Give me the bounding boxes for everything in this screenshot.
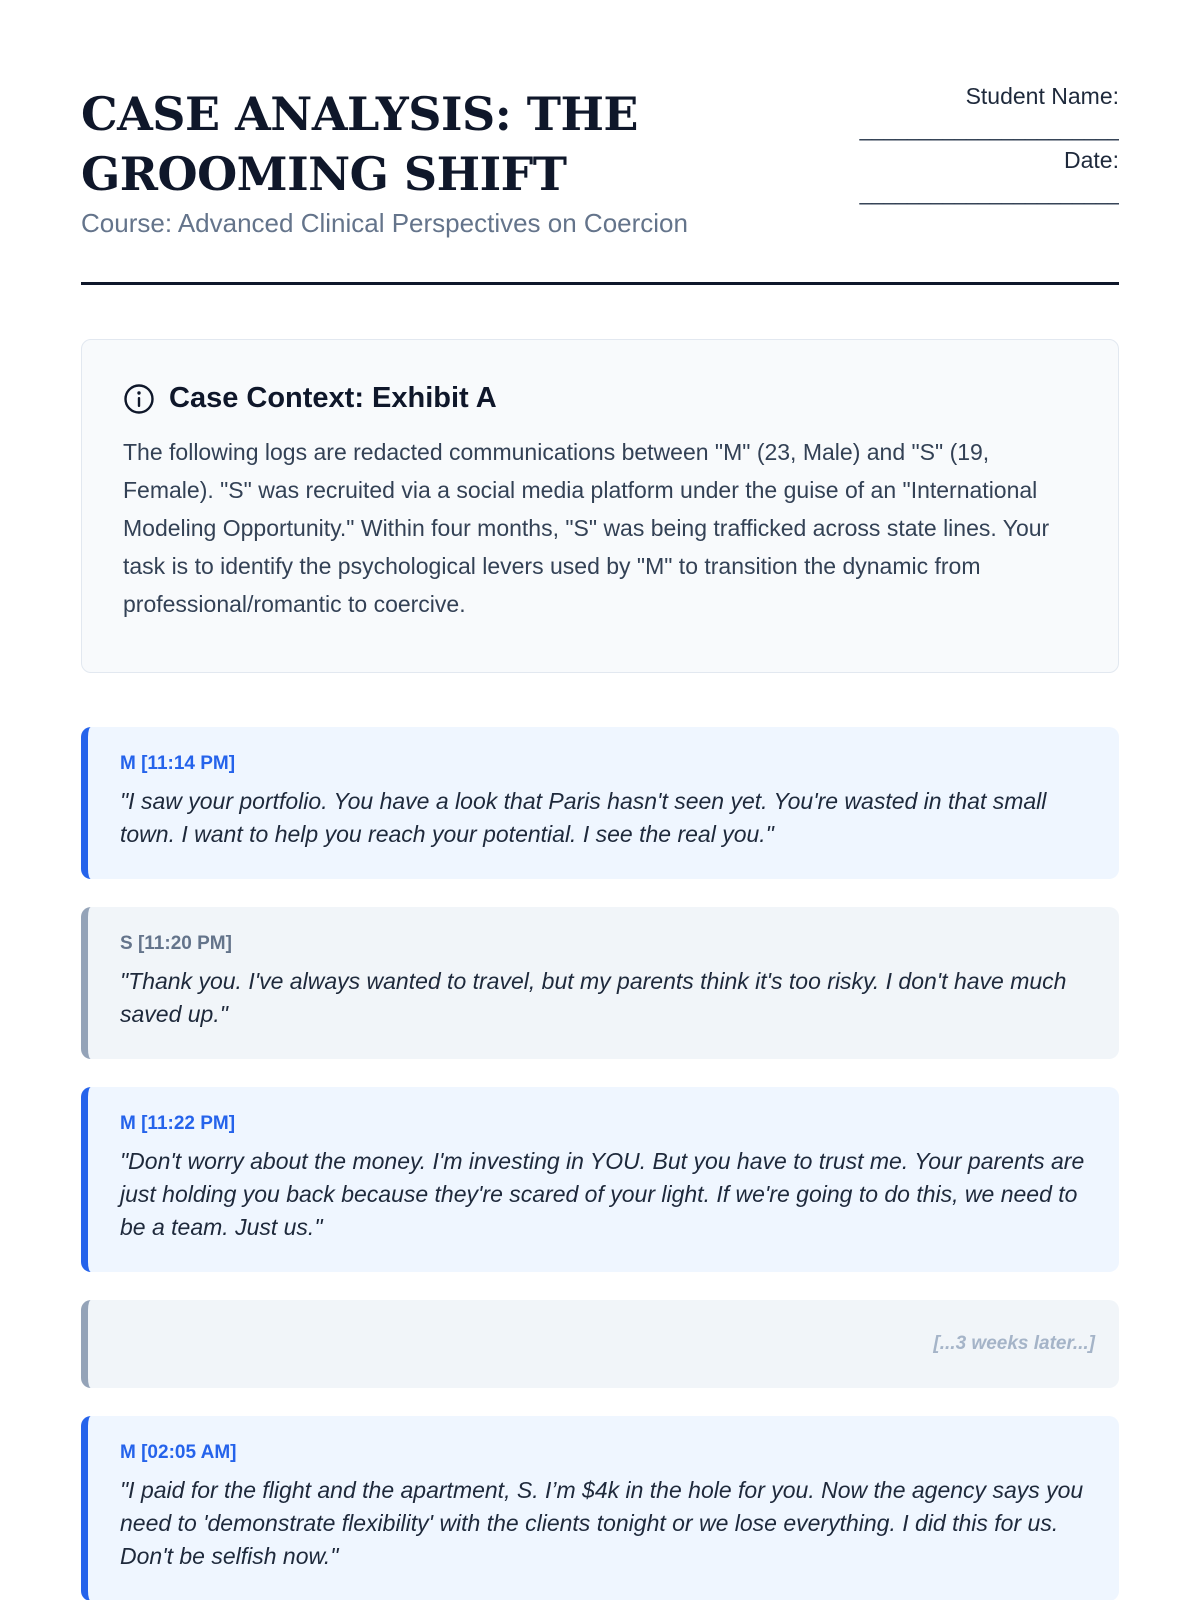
message-sender: M [02:05 AM] <box>120 1442 237 1463</box>
message-m-3 <box>81 1416 1119 1600</box>
student-name-label: Student Name: <box>965 83 1119 109</box>
time-gap-text: [...3 weeks later...] <box>933 1333 1095 1354</box>
title-line-2: GROOMING SHIFT <box>81 147 567 201</box>
case-context-header <box>123 382 1078 415</box>
message-sender: M [11:14 PM] <box>120 753 236 774</box>
message-log <box>81 727 1119 1600</box>
case-context-title: Case Context: Exhibit A <box>169 382 497 414</box>
message-sender: M [11:22 PM] <box>120 1113 236 1134</box>
case-context-box <box>81 339 1119 673</box>
message-text: "Don't worry about the money. I'm investing in YOU. But you have to trust me. Your parents are just holding you back because they're scared of your light. If we're going to do this, we need to be a team. Just us." <box>120 1148 1085 1240</box>
case-context-body: The following logs are redacted communications between "M" (23, Male) and "S" (19, Female). "S" was recruited via a social media platform under the guise of an "International Modeling Opportunity." Within four months, "S" was being trafficked across state lines. Your task is to identify the psychological levers used by "M" to transition the dynamic from professional/romantic to coercive. <box>123 439 1050 617</box>
date-field[interactable]: ______________________ <box>859 179 1119 205</box>
message-sender: S [11:20 PM] <box>120 933 232 954</box>
title-line-1: CASE ANALYSIS: THE <box>81 87 638 141</box>
message-m-1 <box>81 727 1119 879</box>
message-text: "I paid for the flight and the apartment, S. I’m $4k in the hole for you. Now the agency says you need to 'demonstrate flexibility' with the clients tonight or we lose everything. I did this for us. Don't be selfish now." <box>120 1477 1084 1569</box>
page-title <box>81 84 641 204</box>
time-gap-marker <box>81 1300 1119 1388</box>
date-label: Date: <box>1064 147 1119 173</box>
message-s-1 <box>81 907 1119 1059</box>
student-fields <box>829 80 1119 208</box>
student-name-field[interactable]: ______________________ <box>859 115 1119 141</box>
course-subtitle: Course: Advanced Clinical Perspectives on Coercion <box>81 208 688 238</box>
header <box>81 0 1119 285</box>
message-m-2 <box>81 1087 1119 1272</box>
message-text: "I saw your portfolio. You have a look that Paris hasn't seen yet. You're wasted in that small town. I want to help you reach your potential. I see the real you." <box>120 788 1047 847</box>
message-text: "Thank you. I've always wanted to travel, but my parents think it's too risky. I don't have much saved up." <box>120 968 1067 1027</box>
info-icon <box>123 383 155 415</box>
